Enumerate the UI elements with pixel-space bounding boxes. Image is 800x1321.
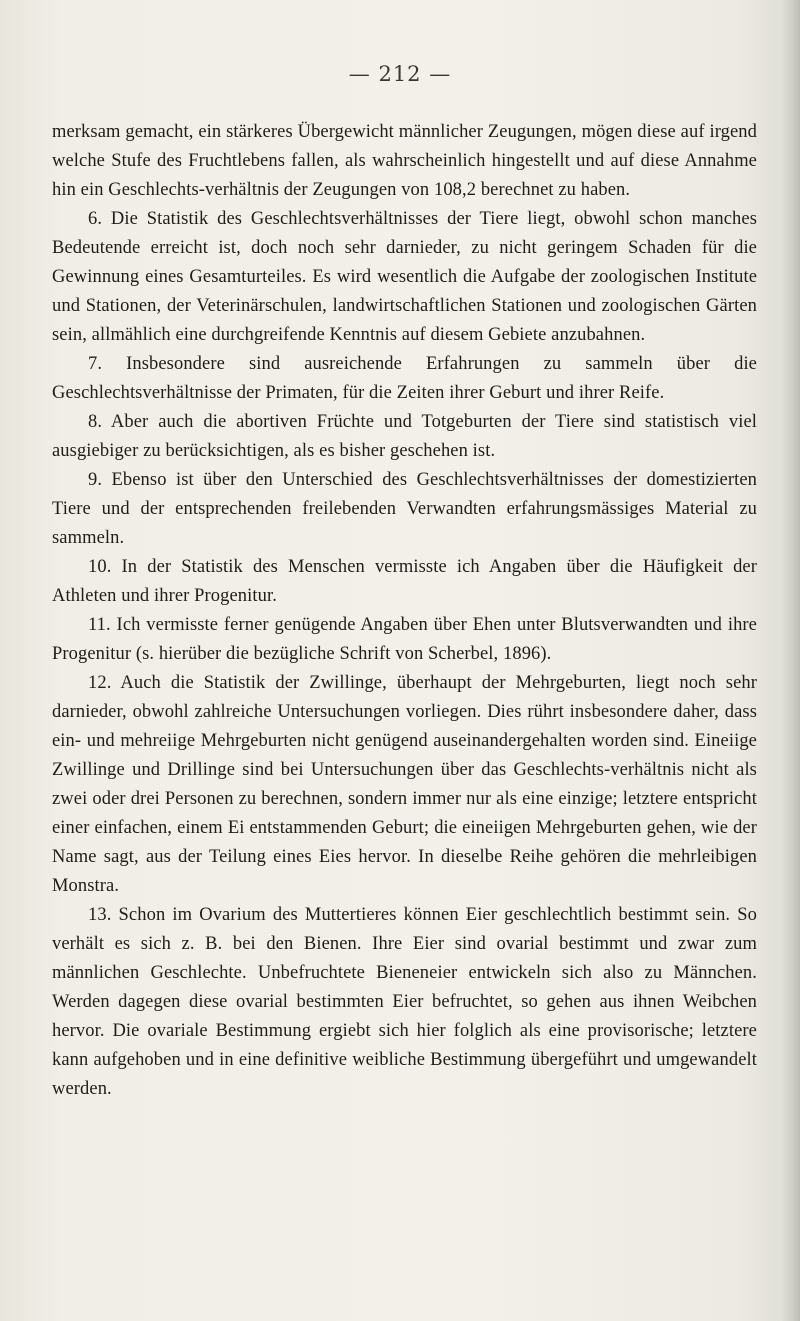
paragraph-8: 8. Aber auch die abortiven Früchte und Totgeburten der Tiere sind statistisch viel ausgiebiger zu berücksichtigen, als es bisher geschehen ist. <box>52 412 757 461</box>
paragraph-6: 6. Die Statistik des Geschlechtsverhältnisses der Tiere liegt, obwohl schon manches Bedeutende erreicht ist, doch noch sehr darnieder, zu nicht geringem Schaden für die Gewinnung eines Gesamturteiles. Es wird wesentlich die Aufgabe der zoologischen Institute und Stationen, der Veterinärschulen, landwirtschaftlichen Stationen und zoologischen Gärten sein, allmählich eine durchgreifende Kenntnis auf diesem Gebiete anzubahnen. <box>52 209 757 345</box>
paragraph-13: 13. Schon im Ovarium des Muttertieres können Eier geschlechtlich bestimmt sein. So verhält es sich z. B. bei den Bienen. Ihre Eier sind ovarial bestimmt und zwar zum männlichen Geschlechte. Unbefruchtete Bieneneier entwickeln sich also zu Männchen. Werden dagegen diese ovarial bestimmten Eier befruchtet, so gehen aus ihnen Weibchen hervor. Die ovariale Bestimmung ergiebt sich hier folglich als eine provisorische; letztere kann aufgehoben und in eine definitive weibliche Bestimmung übergeführt und umgewandelt werden. <box>52 905 757 1099</box>
paragraph-12: 12. Auch die Statistik der Zwillinge, überhaupt der Mehrgeburten, liegt noch sehr darnieder, obwohl zahlreiche Untersuchungen vorliegen. Dies rührt insbesondere daher, dass ein- und mehreiige Mehrgeburten nicht genügend auseinandergehalten worden sind. Eineiige Zwillinge und Drillinge sind bei Untersuchungen über das Geschlechts-verhältnis nicht als zwei oder drei Personen zu berechnen, sondern immer nur als eine einzige; letztere entspricht einer einfachen, einem Ei entstammenden Geburt; die eineiigen Mehrgeburten gehen, wie der Name sagt, aus der Teilung eines Eies hervor. In dieselbe Reihe gehören die mehrleibigen Monstra. <box>52 673 757 896</box>
paragraph-10: 10. In der Statistik des Menschen vermisste ich Angaben über die Häufigkeit der Athleten und ihrer Progenitur. <box>52 557 757 606</box>
page-edge-shadow <box>782 0 800 1321</box>
paragraph-9: 9. Ebenso ist über den Unterschied des Geschlechtsverhältnisses der domestizierten Tiere und der entsprechenden freilebenden Verwandten erfahrungsmässiges Material zu sammeln. <box>52 470 757 548</box>
body-text <box>52 118 757 1104</box>
paragraph-7: 7. Insbesondere sind ausreichende Erfahrungen zu sammeln über die Geschlechtsverhältnisse der Primaten, für die Zeiten ihrer Geburt und ihrer Reife. <box>52 354 757 403</box>
paragraph-11: 11. Ich vermisste ferner genügende Angaben über Ehen unter Blutsverwandten und ihre Progenitur (s. hierüber die bezügliche Schrift von Scherbel, 1896). <box>52 615 757 664</box>
paragraph-continuation: merksam gemacht, ein stärkeres Übergewicht männlicher Zeugungen, mögen diese auf irgend welche Stufe des Fruchtlebens fallen, als wahrscheinlich hingestellt und auf diese Annahme hin ein Geschlechts-verhältnis der Zeugungen von 108,2 berechnet zu haben. <box>52 122 757 200</box>
page-number: — 212 — <box>348 62 452 86</box>
